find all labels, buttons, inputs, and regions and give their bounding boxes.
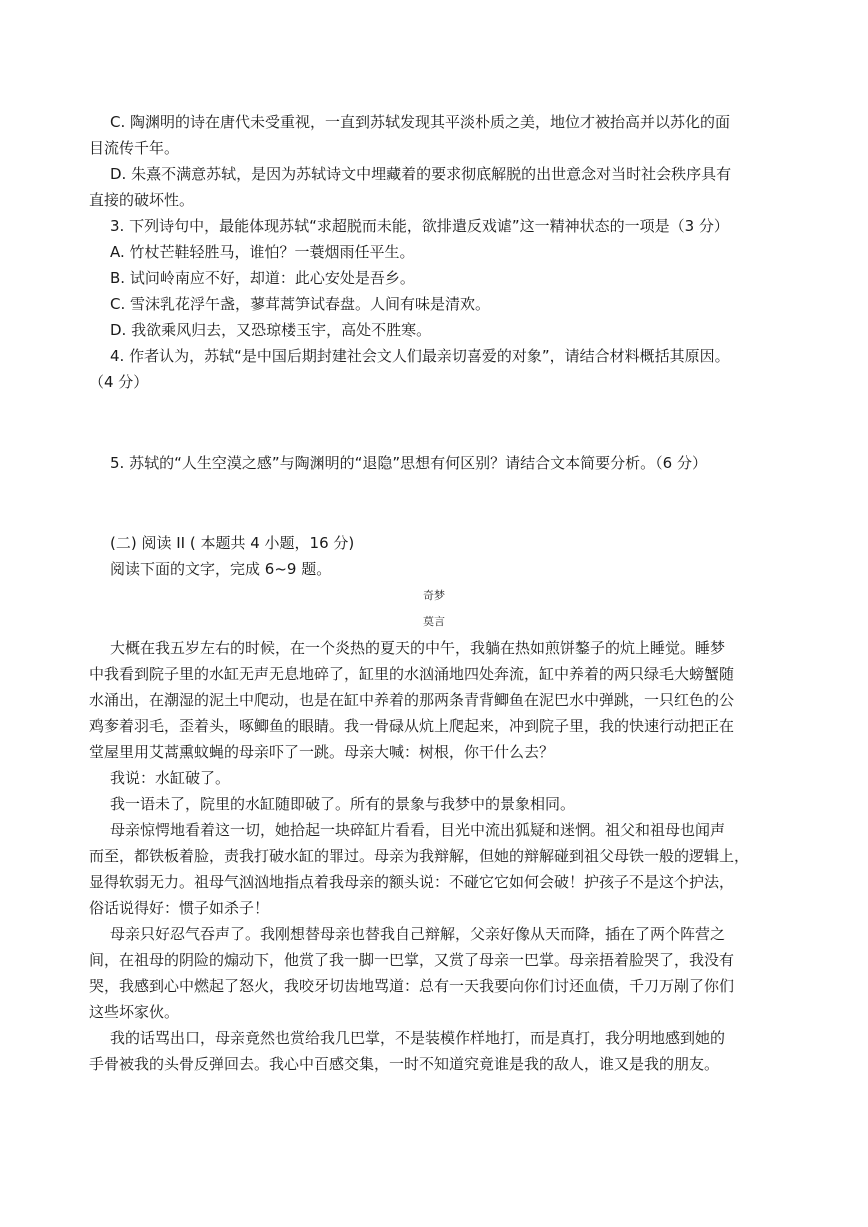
question-5: 5. 苏轼的“人生空漠之感”与陶渊明的“退隐”思想有何区别？请结合文本简要分析。（6 分） [110,454,707,472]
question-3-option-c: C. 雪沫乳花浮午盏，蓼茸蒿笋试春盘。人间有味是清欢。 [110,295,491,313]
paragraph-1-line-5: 堂屋里用艾蒿熏蚊蝇的母亲吓了一跳。母亲大喊：树根，你干什么去？ [89,743,555,761]
paragraph-1-line-2: 中我看到院子里的水缸无声无息地碎了，缸里的水汹涌地四处奔流，缸中养着的两只绿毛大螃蟹随 [89,665,735,683]
option-c-line-1: C. 陶渊明的诗在唐代未受重视，一直到苏轼发现其平淡朴质之美，地位才被抬高并以苏化的面 [110,113,731,131]
section-2-heading: (二) 阅读 II ( 本题共 4 小题，16 分) [110,534,355,552]
question-4-line-2: （4 分） [89,373,149,391]
paragraph-5-line-4: 这些坏家伙。 [89,1003,180,1021]
paragraph-5-line-2: 间，在祖母的阴险的煽动下，他赏了我一脚一巴掌，又赏了母亲一巴掌。母亲捂着脸哭了，我没有 [89,951,735,969]
option-d-line-2: 直接的破坏性。 [89,191,195,209]
paragraph-4-line-3: 显得软弱无力。祖母气汹汹地指点着我母亲的额头说：不碰它它如何会破！护孩子不是这个护法， [89,873,735,891]
paragraph-2-line-1: 我说：水缸破了。 [110,769,231,787]
question-4-line-1: 4. 作者认为，苏轼“是中国后期封建社会文人们最亲切喜爱的对象”，请结合材料概括其原因。 [110,347,730,365]
paragraph-3-line-1: 我一语未了，院里的水缸随即破了。所有的景象与我梦中的景象相同。 [110,795,576,813]
paragraph-4-line-1: 母亲惊愕地看着这一切，她拾起一块碎缸片看看，目光中流出狐疑和迷惘。祖父和祖母也闻声 [110,821,726,839]
paragraph-4-line-4: 俗话说得好：惯子如杀子！ [89,899,270,917]
paragraph-1-line-1: 大概在我五岁左右的时候，在一个炎热的夏天的中午，我躺在热如煎饼鏊子的炕上睡觉。睡梦 [110,639,726,657]
question-3-option-d: D. 我欲乘风归去，又恐琼楼玉宇，高处不胜寒。 [110,321,432,339]
paragraph-5-line-1: 母亲只好忍气吞声了。我刚想替母亲也替我自己辩解，父亲好像从天而降，插在了两个阵营之 [110,925,726,943]
option-c-line-2: 目流传千年。 [89,139,180,157]
paragraph-5-line-3: 哭，我感到心中燃起了怒火，我咬牙切齿地骂道：总有一天我要向你们讨还血债，千刀万剐了你们 [89,977,735,995]
article-title: 奇梦 [423,589,445,602]
paragraph-1-line-4: 鸡奓着羽毛，歪着头，啄鲫鱼的眼睛。我一骨碌从炕上爬起来，冲到院子里，我的快速行动把正在 [89,717,735,735]
paragraph-6-line-2: 手骨被我的头骨反弹回去。我心中百感交集，一时不知道究竟谁是我的敌人，谁又是我的朋友。 [89,1055,720,1073]
article-author: 莫言 [423,615,445,628]
question-3-option-a: A. 竹杖芒鞋轻胜马，谁怕？一蓑烟雨任平生。 [110,243,415,261]
paragraph-1-line-3: 水涌出，在潮湿的泥土中爬动，也是在缸中养着的那两条青背鲫鱼在泥巴水中弹跳，一只红色的公 [89,691,735,709]
question-3-stem: 3. 下列诗句中，最能体现苏轼“求超脱而未能，欲排遣反戏谑”这一精神状态的一项是（3 分） [110,217,729,235]
question-3-option-b: B. 试问岭南应不好，却道：此心安处是吾乡。 [110,269,415,287]
paragraph-4-line-2: 而至，都铁板着脸，责我打破水缸的罪过。母亲为我辩解，但她的辩解碰到祖父母铁一般的逻辑上， [89,847,750,865]
paragraph-6-line-1: 我的话骂出口，母亲竟然也赏给我几巴掌，不是装模作样地打，而是真打，我分明地感到她的 [110,1029,726,1047]
section-2-instruction: 阅读下面的文字，完成 6~9 题。 [110,560,332,578]
option-d-line-1: D. 朱熹不满意苏轼，是因为苏轼诗文中埋藏着的要求彻底解脱的出世意念对当时社会秩序具有 [110,165,732,183]
